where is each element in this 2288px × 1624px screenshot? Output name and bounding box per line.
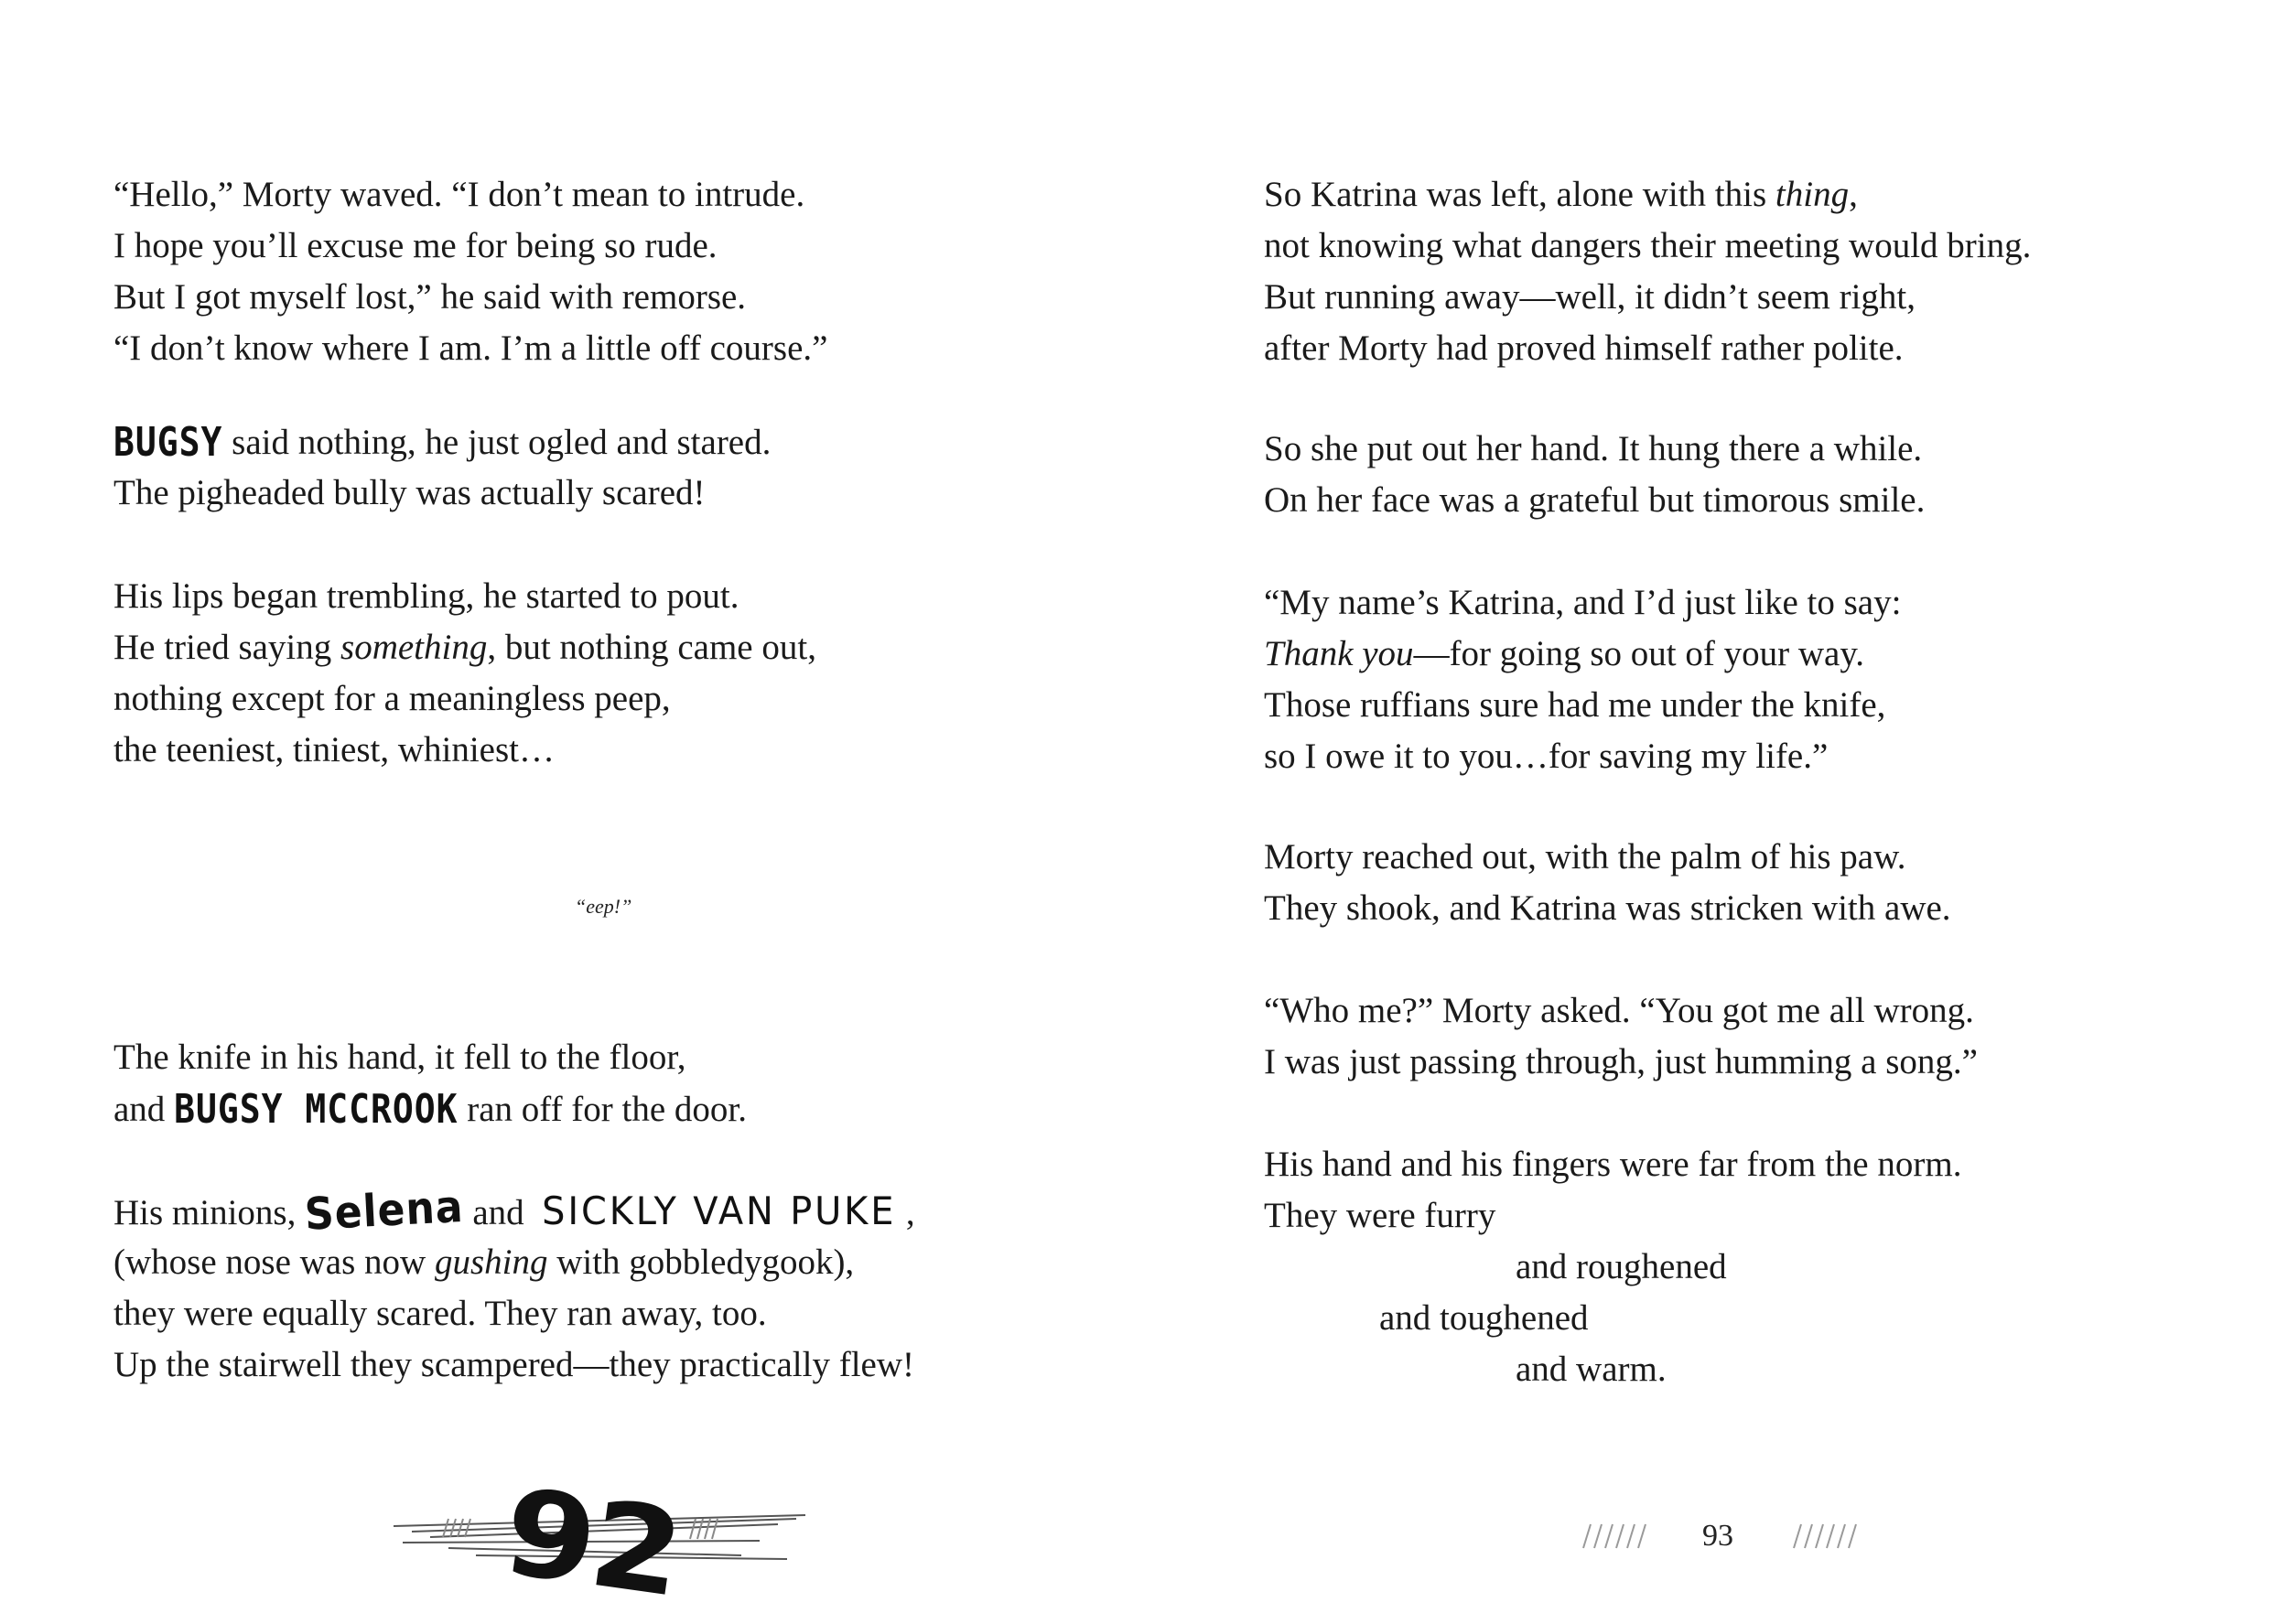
text-segment: —for going so out of your way. [1413, 634, 1865, 673]
text-line: “I don’t know where I am. I’m a little off course.” [113, 328, 828, 368]
text-line: I was just passing through, just humming a song.” [1264, 1042, 1978, 1081]
page-number-93 [1574, 1519, 1876, 1555]
text-line: His lips began trembling, he started to pout. [113, 576, 739, 616]
text-line: The knife in his hand, it fell to the floor, [113, 1038, 686, 1077]
text-line: They were furry [1264, 1196, 1496, 1235]
left-stanza-1 [113, 169, 827, 374]
text-line: not knowing what dangers their meeting would bring. [1264, 226, 2032, 265]
text-segment: His minions, [113, 1193, 306, 1232]
text-segment: with gobbledygook), [547, 1242, 855, 1282]
text-line: Morty reached out, with the palm of his paw. [1264, 837, 1906, 877]
text-line [113, 1180, 915, 1242]
selena-name: Selena [303, 1180, 465, 1242]
right-stanza-1 [1264, 169, 2031, 374]
text-segment: (whose nose was now [113, 1242, 435, 1282]
text-line: But running away—well, it didn’t seem right, [1264, 277, 1916, 317]
emphasis-text: something [340, 628, 488, 667]
text-line: so I owe it to you…for saving my life.” [1264, 737, 1829, 776]
left-stanza-3 [113, 571, 816, 776]
hatch-marks-right-icon [1785, 1522, 1867, 1550]
text-line [1264, 629, 1901, 680]
text-segment: , but nothing came out, [487, 628, 816, 667]
emphasis-text: gushing [434, 1242, 548, 1282]
text-segment: ran off for the door. [458, 1090, 748, 1129]
text-line: and toughened [1379, 1298, 1589, 1338]
page-number-text: 93 [1702, 1519, 1733, 1553]
text-line: “Hello,” Morty waved. “I don’t mean to intrude. [113, 175, 805, 214]
text-segment: and [113, 1090, 175, 1129]
text-line [1264, 169, 2031, 220]
left-stanza-5 [113, 1180, 915, 1391]
right-stanza-3 [1264, 577, 1901, 782]
text-line: On her face was a grateful but timorous smile. [1264, 480, 1926, 520]
hatch-marks-left-icon [1574, 1522, 1657, 1550]
text-line: and warm. [1516, 1350, 1667, 1389]
text-line: after Morty had proved himself rather polite. [1264, 328, 1904, 368]
bugsy-mccrook-name: BUGSY MCCROOK [174, 1085, 459, 1133]
text-line: the teeniest, tiniest, whiniest… [113, 730, 555, 769]
right-stanza-4 [1264, 832, 1951, 934]
text-line: I hope you’ll excuse me for being so rude. [113, 226, 718, 265]
eep-sound: “eep!” [575, 895, 632, 918]
emphasis-text: Thank you [1264, 634, 1414, 673]
right-stanza-6 [1264, 1139, 1961, 1395]
left-stanza-4 [113, 1032, 747, 1135]
text-line: Those ruffians sure had me under the knife, [1264, 685, 1886, 725]
text-line [113, 1083, 747, 1135]
text-line: Up the stairwell they scampered—they practically flew! [113, 1345, 914, 1384]
text-line [113, 1237, 915, 1288]
left-stanza-2 [113, 416, 771, 519]
emphasis-text: thing [1775, 175, 1850, 214]
text-line: they were equally scared. They ran away, too. [113, 1294, 767, 1333]
text-line [113, 622, 816, 673]
text-line: nothing except for a meaningless peep, [113, 679, 671, 718]
page-number-text: 92 [495, 1461, 688, 1624]
bugsy-name: BUGSY [113, 418, 223, 466]
text-segment: , [905, 1193, 915, 1232]
text-line: But I got myself lost,” he said with remorse. [113, 277, 747, 317]
page-number-92 [394, 1461, 805, 1624]
text-line: They shook, and Katrina was stricken with awe. [1264, 888, 1951, 928]
text-segment: So Katrina was left, alone with this [1264, 175, 1775, 214]
right-stanza-5 [1264, 985, 1978, 1088]
text-line [113, 416, 771, 468]
text-line: His hand and his fingers were far from the norm. [1264, 1145, 1962, 1184]
sickly-van-puke-name: SICKLY VAN PUKE [542, 1188, 897, 1233]
text-segment: said nothing, he just ogled and stared. [222, 423, 772, 462]
right-page [1144, 0, 2288, 1619]
text-line: The pigheaded bully was actually scared! [113, 473, 706, 512]
text-segment: and [463, 1193, 534, 1232]
text-segment: He tried saying [113, 628, 341, 667]
text-segment: , [1849, 175, 1858, 214]
text-line: “Who me?” Morty asked. “You got me all wrong. [1264, 991, 1974, 1030]
text-line: “My name’s Katrina, and I’d just like to say: [1264, 583, 1902, 622]
text-line: and roughened [1516, 1247, 1727, 1286]
text-line: So she put out her hand. It hung there a while. [1264, 429, 1923, 468]
right-stanza-2 [1264, 424, 1925, 526]
